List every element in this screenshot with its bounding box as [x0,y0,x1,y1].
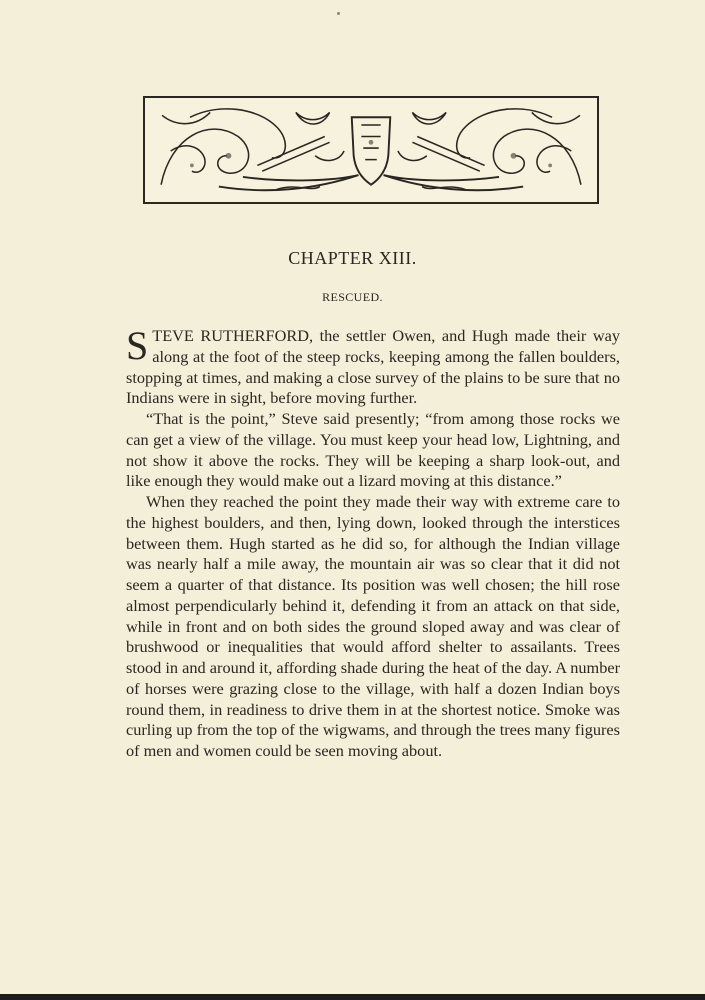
chapter-subtitle: RESCUED. [322,290,383,304]
chapter-title: CHAPTER XIII. [288,248,417,268]
decorative-headpiece [143,96,599,204]
paragraph-2: “That is the point,” Steve said presently; “from among those rocks we can get a view of the village. You must keep your head low, Lightning, and not show it above the rocks. They will be keeping a sharp look-out, and like enough they would make out a lizard moving at this distance.” [126,409,620,491]
page-bottom-edge [0,994,705,1000]
paragraph-text: TEVE RUTHERFORD, the settler Owen, and Hugh made their way along at the foot of the steep rocks, keeping among the fallen boulders, stopping at times, and making a close survey of the plains to be sure that no Indians were in sight, before moving further. [126,326,620,408]
paragraph-1 [126,323,620,409]
paper-speck [337,12,340,15]
drop-cap: S [126,323,149,368]
chapter-body [126,323,620,762]
ornament-icon [145,98,597,202]
paragraph-3: When they reached the point they made their way with extreme care to the highest boulders, and then, lying down, looked through the interstices between them. Hugh started as he did so, for although the Indian village was nearly half a mile away, the mountain air was so clear that it did not seem a quarter of that distance. Its position was well chosen; the hill rose almost perpendicularly behind it, defending it from an attack on that side, while in front and on both sides the ground sloped away and was clear of brushwood or inequalities that would afford shelter to assailants. Trees stood in and around it, affording shade during the heat of the day. A number of horses were grazing close to the village, with half a dozen Indian boys round them, in readiness to drive them in at the shortest notice. Smoke was curling up from the top of the wigwams, and through the trees many figures of men and women could be seen moving about. [126,492,620,760]
